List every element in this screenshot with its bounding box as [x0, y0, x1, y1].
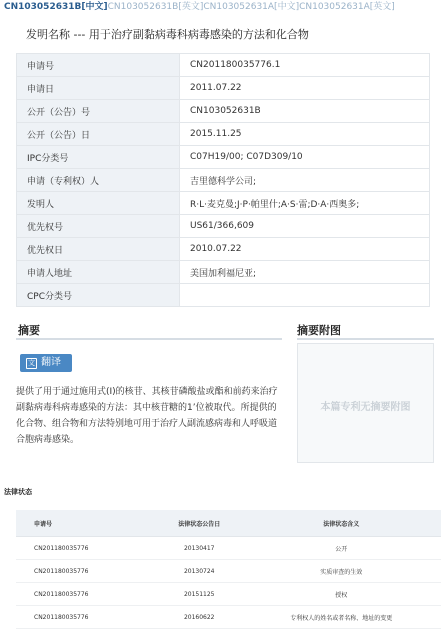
legal-status-row	[16, 606, 441, 629]
legal-status-heading: 法律状态	[4, 488, 32, 496]
tab-0[interactable]: CN103052631B[中文]	[4, 2, 108, 12]
abstract-figure-placeholder	[297, 343, 434, 463]
field-label: 优先权日	[17, 238, 180, 261]
abstract-heading: 摘要	[18, 324, 40, 337]
figure-divider	[297, 338, 434, 340]
legal-status-cell: 专利权人的姓名或者名称、地址的变更	[241, 606, 441, 629]
field-label: 申请日	[17, 77, 180, 100]
figure-placeholder-text: 本篇专利无摘要附图	[320, 402, 411, 413]
field-value: 2015.11.25	[180, 123, 430, 146]
field-label: 申请（专利权）人	[17, 169, 180, 192]
legal-col-status-meaning: 法律状态含义	[241, 510, 441, 537]
legal-status-row	[16, 560, 441, 583]
legal-col-announcement-date: 法律状态公告日	[157, 510, 241, 537]
bibliography-row	[17, 261, 430, 284]
bibliography-row	[17, 284, 430, 307]
field-label: 优先权号	[17, 215, 180, 238]
tab-3[interactable]: CN103052631A[英文]	[299, 2, 395, 12]
bibliography-row	[17, 238, 430, 261]
document-tabs	[4, 1, 441, 14]
field-value: 2010.07.22	[180, 238, 430, 261]
legal-status-cell: 20160622	[157, 606, 241, 629]
legal-status-table	[16, 510, 441, 629]
legal-status-cell: CN201180035776	[16, 537, 157, 560]
field-value: 2011.07.22	[180, 77, 430, 100]
field-label: 申请号	[17, 54, 180, 77]
field-value	[180, 284, 430, 307]
field-label: 公开（公告）号	[17, 100, 180, 123]
field-value: CN201180035776.1	[180, 54, 430, 77]
legal-status-row	[16, 583, 441, 606]
field-value: 美国加利福尼亚;	[180, 261, 430, 284]
bibliography-row	[17, 54, 430, 77]
field-label: 申请人地址	[17, 261, 180, 284]
field-value: 吉里德科学公司;	[180, 169, 430, 192]
bibliography-row	[17, 100, 430, 123]
bibliography-row	[17, 192, 430, 215]
legal-status-cell: 授权	[241, 583, 441, 606]
legal-status-cell: 20130724	[157, 560, 241, 583]
translate-label: 翻译	[41, 357, 61, 368]
bibliography-row	[17, 169, 430, 192]
translate-button[interactable]	[20, 354, 72, 372]
field-value: CN103052631B	[180, 100, 430, 123]
field-label: CPC分类号	[17, 284, 180, 307]
bibliography-row	[17, 77, 430, 100]
legal-status-cell: CN201180035776	[16, 606, 157, 629]
tab-1[interactable]: CN103052631B[英文]	[107, 2, 204, 12]
legal-status-cell: 20151125	[157, 583, 241, 606]
field-label: 公开（公告）日	[17, 123, 180, 146]
tab-2[interactable]: CN103052631A[中文]	[203, 2, 300, 12]
legal-status-row	[16, 537, 441, 560]
legal-status-cell: 20130417	[157, 537, 241, 560]
bibliography-row	[17, 215, 430, 238]
field-label: IPC分类号	[17, 146, 180, 169]
bibliography-table	[16, 53, 430, 307]
legal-status-cell: CN201180035776	[16, 583, 157, 606]
abstract-divider	[16, 338, 282, 340]
bibliography-row	[17, 146, 430, 169]
legal-col-application-number: 申请号	[16, 510, 157, 537]
invention-title: 发明名称 --- 用于治疗副黏病毒科病毒感染的方法和化合物	[26, 28, 309, 41]
translate-icon: 文	[28, 359, 35, 367]
abstract-text: 提供了用于通过施用式(I)的核苷、其核苷磷酸盐或酯和前药来治疗副黏病毒科病毒感染的方法：其中核苷糖的1’位被取代。所提供的化合物、组合物和方法特别地可用于治疗人副流感病毒和人呼吸道合胞病毒感染。	[16, 387, 278, 445]
field-label: 发明人	[17, 192, 180, 215]
legal-status-cell: 公开	[241, 537, 441, 560]
field-value: C07H19/00; C07D309/10	[180, 146, 430, 169]
field-value: US61/366,609	[180, 215, 430, 238]
figure-heading: 摘要附图	[297, 324, 341, 337]
legal-status-cell: 实质审查的生效	[241, 560, 441, 583]
bibliography-row	[17, 123, 430, 146]
legal-status-cell: CN201180035776	[16, 560, 157, 583]
field-value: R·L·麦克曼;J·P·帕里什;A·S·雷;D·A·西奥多;	[180, 192, 430, 215]
